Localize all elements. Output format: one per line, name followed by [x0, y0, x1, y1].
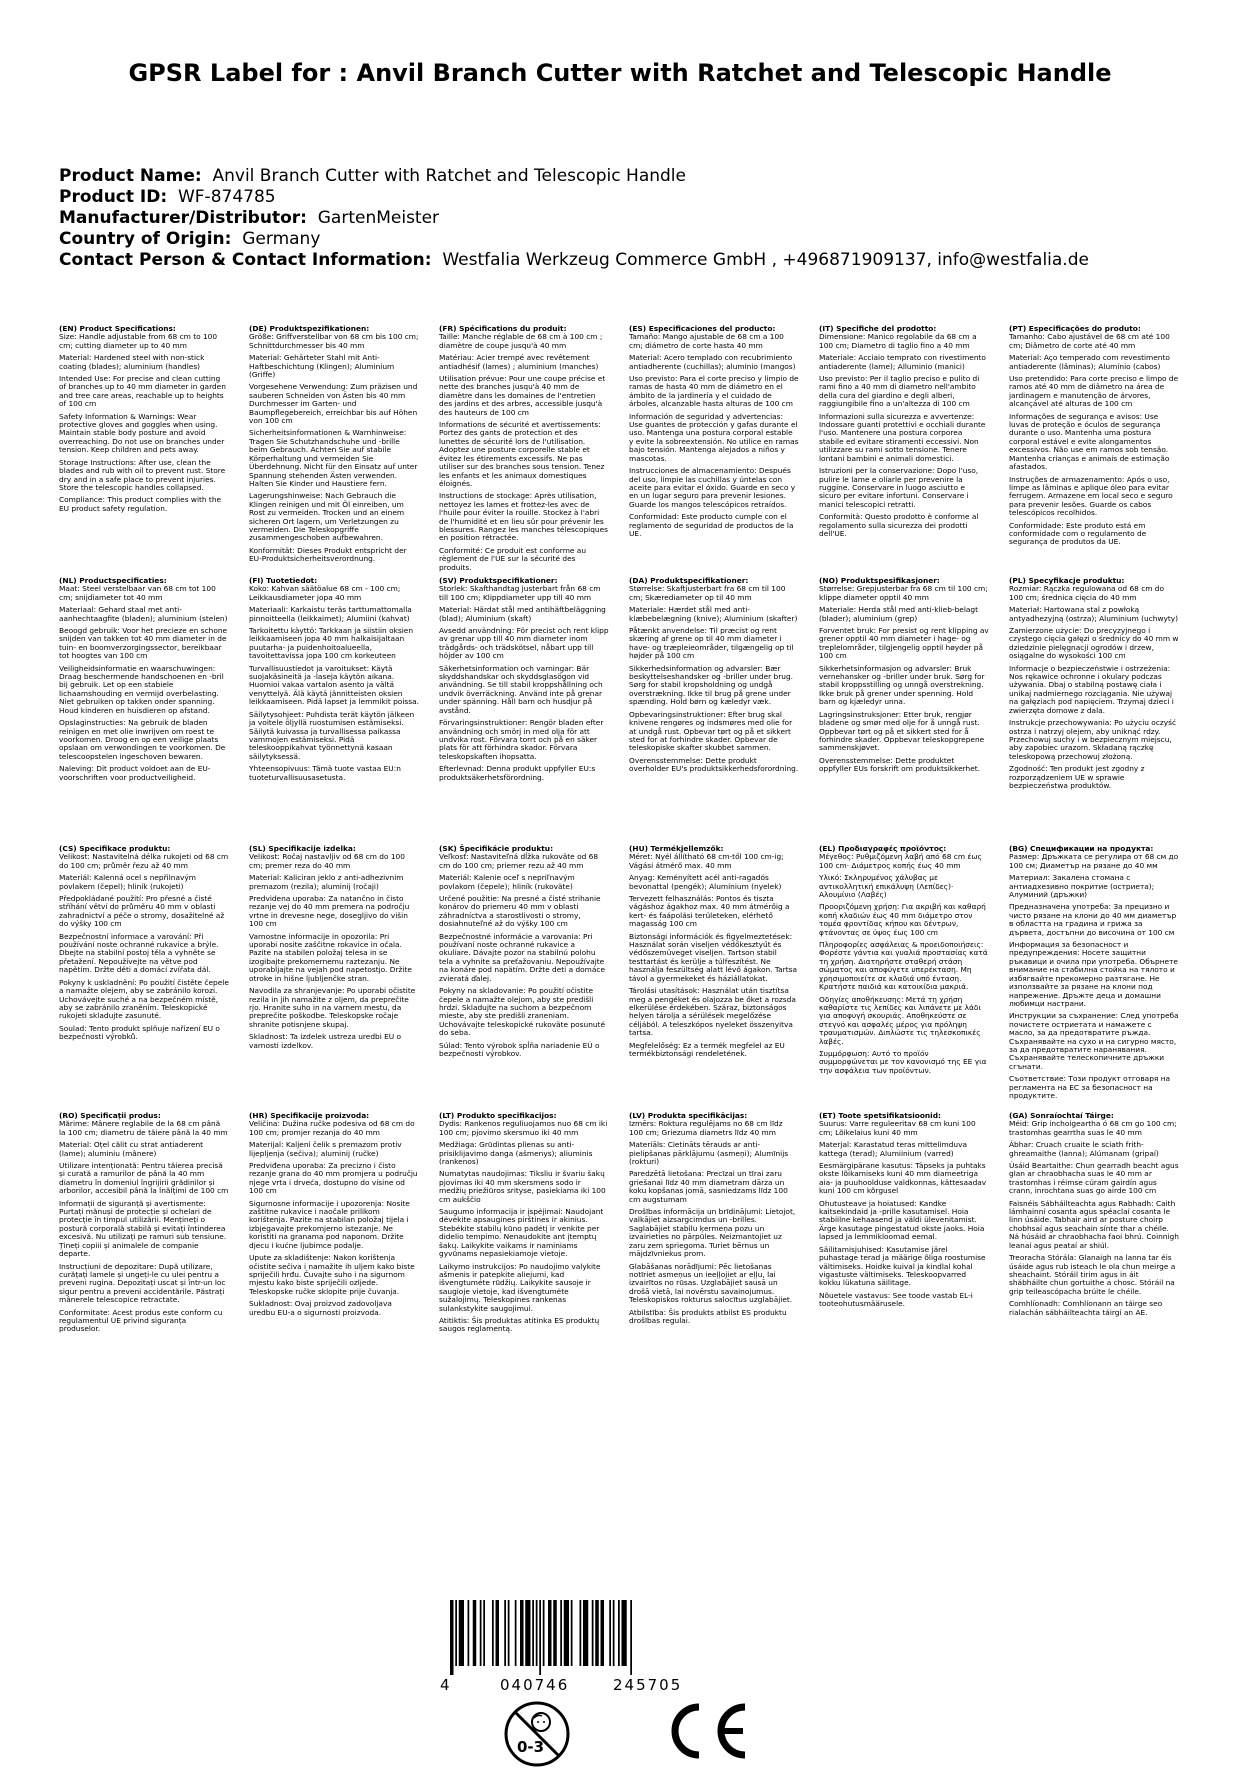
spec-paragraph: Beoogd gebruik: Voor het precieze en schone snijden van takken tot 40 mm diameter in de tuin- en boomverzorgingssector, bereikbaar tot hoogtes van 100 cm	[59, 626, 228, 661]
spec-paragraph: Suurus: Varre reguleeritav 68 cm kuni 100 cm; Lõikelaius kuni 40 mm	[819, 1119, 976, 1137]
language-block-hr	[249, 1112, 419, 1321]
spec-paragraph: Material: Oțel călit cu strat antiaderent (lame); aluminiu (mânere)	[59, 1140, 204, 1158]
barcode-bar	[508, 1600, 510, 1666]
language-block-et	[819, 1112, 989, 1313]
spec-paragraph: Paredzētā lietošana: Precīzai un tīrai zaru griešanai līdz 40 mm diametram dārza un koku kopšanas jomā, sasniedzams līdz 100 cm augstumam	[629, 1169, 788, 1204]
spec-paragraph: Информация за безопасност и предупреждения: Носете защитни ръкавици и очила при употреба. Обърнете внимание на стабилна стойка на тялото и избягвайте прекомерно разтягане. Не използвайте за рязане на клони под напрежение. Дръжте деца и домашни любимци настрани.	[1009, 940, 1178, 1008]
barcode-bar	[468, 1600, 470, 1666]
spec-paragraph: Informações de segurança e avisos: Use luvas de proteção e óculos de segurança durante o uso. Mantenha uma postura corporal estável e evite alongamentos excessivos. Não use em ramos sob tensão. Mantenha crianças e animais de estimação afastados.	[1009, 411, 1170, 472]
barcode-bar	[592, 1600, 594, 1666]
spec-paragraph: Materiál: Kalenná ocel s nepřilnavým povlakem (čepel); hliník (rukojeti)	[59, 873, 196, 891]
ce-mark-icon	[661, 1701, 749, 1761]
spec-paragraph: Påtænkt anvendelse: Til præcist og rent skæring af grene op til 40 mm diameter i have- og træpleieområder, tilgængelig op til højder på 100 cm	[629, 626, 794, 661]
spec-paragraph: Utilisation prévue: Pour une coupe précise et nette des branches jusqu'à 40 mm de diamètre dans les domaines de l'entretien des jardins et des arbres, accessible jusqu'à des hauteurs de 100 cm	[439, 374, 606, 417]
spec-paragraph: Zamierzone użycie: Do precyzyjnego i czystego cięcia gałęzi o średnicy do 40 mm w dziedzinie pielęgnacji ogrodów i drzew, osiągalne do wysokości 100 cm	[1009, 626, 1179, 661]
spec-paragraph: Conformità: Questo prodotto è conforme al regolamento sulla sicurezza dei prodotti dell'UE.	[819, 512, 979, 538]
barcode-bar	[571, 1600, 573, 1666]
language-header: (NL) Productspecificaties:	[59, 576, 167, 585]
spec-paragraph: Sikkerhedsinformation og advarsler: Bær beskyttelseshandsker og -briller under brug. Sørg for stabil kropsholdning og undgå overstrækning. Ikke til brug på grene under spænding. Hold børn og kæledyr væk.	[629, 663, 794, 707]
spec-paragraph: Bezpečnostné informácie a varovania: Pri používaní noste ochranné rukavice a okuliare. Dávajte pozor na stabilnú polohu tela a vyhnite sa preťažovaniu. Nepoužívajte na konáre pod napätím. Držte deti a domáce zvieratá ďalej.	[439, 931, 605, 983]
spec-paragraph: Материал: Закалена стомана с антиадхезивно покритие (остриета); Алуминий (дръжки)	[1009, 873, 1155, 900]
spec-paragraph: Turvallisuustiedot ja varoitukset: Käytä suojakäsineitä ja -laseja käytön aikana. Huomioi vakaa vartalon asento ja vältä venyttelyä. Älä käytä jännitteisten oksien leikkaamiseen. Pidä lapset ja lemmikit poissa.	[249, 663, 419, 707]
spec-paragraph: Maat: Steel verstelbaar van 68 cm tot 100 cm; snijdiameter tot 40 mm	[59, 584, 216, 602]
info-row	[59, 250, 1089, 271]
spec-paragraph: Materiale: Acciaio temprato con rivestimento antiaderente (lame); Alluminio (manici)	[819, 353, 986, 371]
barcode-bar	[459, 1600, 464, 1666]
spec-paragraph: Material: Kaliciran jeklo z anti-adhezivnim premazom (rezila); aluminij (ročaji)	[249, 873, 404, 891]
barcode-bar	[564, 1600, 569, 1666]
spec-paragraph: Förvaringsinstruktioner: Rengör bladen efter användning och smörj in med olja för att undvika rost. Förvara torrt och på en säker plats för att förhindra skador. Förvara teleskopskaften ihopsatta.	[439, 718, 604, 761]
spec-paragraph: Upute za skladištenje: Nakon korištenja očistite sečiva i namažite ih uljem kako biste spriječili hrđu. Čuvajte suho i na sigurnom mjestu kako biste spriječili ozljede. Teleskopske ručke sklopite prije čuvanja.	[249, 1253, 415, 1296]
info-key: Contact Person & Contact Information:	[59, 250, 432, 270]
language-header: (BG) Спецификации на продукта:	[1009, 844, 1154, 853]
language-block-lt	[439, 1112, 609, 1338]
spec-paragraph: Soulad: Tento produkt splňuje nařízení EU o bezpečnosti výrobků.	[59, 1023, 220, 1042]
spec-paragraph: Drošības informācija un brīdinājumi: Lietojot, valkājiet aizsargcimdus un -brilles. Saglabājiet stabilu ķermeņa pozu un izvairieties no pārpūles. Neizmantojiet uz zaru zem spriegoma. Turiet bērnus un mājdzīvniekus prom.	[629, 1207, 796, 1259]
spec-paragraph: Størrelse: Skaftjusterbart fra 68 cm til 100 cm; Skærediameter op til 40 mm	[629, 584, 786, 602]
language-block-pl	[1009, 577, 1179, 794]
spec-paragraph: Glabāšanas norādījumi: Pēc lietošanas notīriet asmeņus un ieeļļojiet ar eļļu, lai izvairītos no rūsas. Uzglabājiet sausā un drošā vietā, lai novērstu savainojumus. Teleskopiskos rokturus salocītus uzglabājiet.	[629, 1261, 793, 1305]
product-info	[59, 166, 1089, 271]
spec-paragraph: Efterlevnad: Denna produkt uppfyller EU:s produktsäkerhetsförordning.	[439, 764, 596, 782]
language-header: (SV) Produktspecifikationer:	[439, 576, 558, 585]
spec-paragraph: Taille: Manche réglable de 68 cm à 100 cm ; diamètre de coupe jusqu'à 40 mm	[439, 332, 603, 350]
barcode-right-group: 245705	[613, 1676, 683, 1694]
language-block-sk	[439, 845, 609, 1062]
language-block-cs	[59, 845, 229, 1046]
info-row	[59, 166, 1089, 187]
spec-paragraph: Tárolási utasítások: Használat után tisztítsa meg a pengéket és olajozza be őket a rozsda elkerülése érdekében. Száraz, biztonságos helyen tárolja a sérülések megelőzése céljából. A teleszkópos nyeleket összenyitva tartsa.	[629, 986, 796, 1038]
spec-paragraph: Utilizare intenționată: Pentru tăierea precisă și curată a ramurilor de până la 40 mm diametru în domeniul îngrijirii grădinilor și arborilor, accesibil până la înălțimi de 100 cm	[59, 1161, 229, 1196]
language-header: (HR) Specifikacije proizvoda:	[249, 1111, 370, 1120]
spec-paragraph: Atbilstība: Šis produkts atbilst ES produktu drošības regulai.	[629, 1307, 787, 1325]
spec-paragraph: Koko: Kahvan säätöalue 68 cm - 100 cm; Leikkausdiameter jopa 40 mm	[249, 584, 401, 602]
language-block-ga	[1009, 1112, 1179, 1321]
spec-paragraph: Intended Use: For precise and clean cutting of branches up to 40 mm diameter in garden and tree care areas, reachable up to heights of 100 cm	[59, 374, 226, 409]
spec-paragraph: Úsáid Beartaithe: Chun gearradh beacht agus glan ar chraobhacha suas le 40 mm ar trastomhas i réimse cúram gairdín agus crann, inrochtana suas go airde 100 cm	[1009, 1161, 1179, 1196]
spec-paragraph: Sukladnost: Ovaj proizvod zadovoljava uredbu EU-a o sigurnosti proizvoda.	[249, 1299, 392, 1317]
spec-paragraph: Opslaginstructies: Na gebruik de bladen reinigen en met olie inwrijven om roest te voorkomen. Droog en op een veilige plaats opslaan om verwondingen te voorkomen. De telescoopstelen ingeschoven bewaren.	[59, 718, 226, 761]
language-block-el	[819, 845, 989, 1079]
language-block-sl	[249, 845, 419, 1054]
spec-paragraph: Méret: Nyél állítható 68 cm-től 100 cm-ig; Vágási átmérő max. 40 mm	[629, 852, 784, 870]
spec-paragraph: Varnostne informacije in opozorila: Pri uporabi nosite zaščitne rokavice in očala. Pazite na stabilen položaj telesa in se izogibajte prekomernemu raztezanju. Ne uporabljajte na vejah pod napetostjo. Držite otroke in hišne ljubljenčke stran.	[249, 931, 412, 983]
spec-paragraph: Materiāls: Cietināts tērauds ar anti-pielipšanas pārklājumu (asmeņi); Alumīnijs (rokturi)	[629, 1140, 789, 1167]
language-block-pt	[1009, 325, 1179, 551]
barcode-bar	[595, 1600, 599, 1666]
barcode-bar	[496, 1600, 500, 1666]
spec-paragraph: Instrukcje przechowywania: Po użyciu oczyść ostrza i natrzyj olejem, aby uniknąć rdzy. Przechowuj suchy i w bezpiecznym miejscu, aby zapobiec urazom. Składaną rączkę teleskopową przechowuj złożoną.	[1009, 718, 1177, 761]
spec-paragraph: Material: Aço temperado com revestimento antiaderente (lâminas); Alumínio (cabos)	[1009, 353, 1170, 371]
barcode-bar	[473, 1600, 477, 1666]
spec-paragraph: Skladnost: Ta izdelek ustreza uredbi EU o varnosti izdelkov.	[249, 1032, 402, 1050]
spec-paragraph: Nõuetele vastavus: See toode vastab EL-i tooteohutusmäärusele.	[819, 1290, 973, 1309]
spec-paragraph: Dydis: Rankenos reguliuojamos nuo 68 cm iki 100 cm; pjovimo skersmuo iki 40 mm	[439, 1119, 608, 1137]
spec-paragraph: Izmērs: Roktura regulējams no 68 cm līdz 100 cm; Griezuma diametrs līdz 40 mm	[629, 1119, 783, 1137]
spec-paragraph: Velikost: Ročaj nastavljiv od 68 cm do 100 cm; premer reza do 40 mm	[249, 852, 405, 870]
spec-paragraph: Yhteensopivuus: Tämä tuote vastaa EU:n tuoteturvallisuusasetusta.	[249, 764, 401, 782]
barcode-bar	[609, 1600, 611, 1666]
language-header: (SL) Specifikacije izdelka:	[249, 844, 356, 853]
language-header: (FI) Tuotetiedot:	[249, 576, 318, 585]
spec-paragraph: Προοριζόμενη χρήση: Για ακριβή και καθαρή κοπή κλαδιών έως 40 mm διάμετρο στον τομέα φροντίδας κήπου και δέντρων, φτάνοντας σε ύψος έως 100 cm	[819, 902, 986, 937]
barcode-bar	[618, 1600, 620, 1666]
svg-text:0-3: 0-3	[517, 1738, 545, 1756]
spec-paragraph: Megfelelőség: Ez a termék megfelel az EU termékbiztonsági rendeletének.	[629, 1040, 785, 1058]
spec-paragraph: Съответствие: Този продукт отговаря на регламента на ЕС за безопасност на продуктите.	[1009, 1074, 1171, 1100]
spec-paragraph: Instruções de armazenamento: Após o uso, limpe as lâminas e aplique óleo para evitar ferrugem. Armazene em local seco e seguro para prevenir lesões. Guarde os cabos telescópicos recolhidos.	[1009, 474, 1173, 518]
barcode-bar	[520, 1600, 524, 1666]
language-header: (RO) Specificații produs:	[59, 1111, 161, 1120]
spec-paragraph: Určené použitie: Na presné a čisté strihanie konárov do priemeru 40 mm v oblasti záhradníctva a starostlivosti o stromy, dosiahnuteľné až do výšky 100 cm	[439, 894, 601, 929]
spec-paragraph: Инструкции за съхранение: След употреба почистете остриетата и намажете с масло, за да предотвратите ръжда. Съхранявайте на сухо и на сигурно място, за да предотвратите наранявания. Съхранявайте телескопичните дръжки сгънати.	[1009, 1011, 1179, 1071]
spec-paragraph: Avsedd användning: För precist och rent klipp av grenar upp till 40 mm diameter inom trädgårds- och trädskötsel, nåbart upp till höjder av 100 cm	[439, 626, 609, 661]
language-block-hu	[629, 845, 799, 1062]
age-0-3-warning-icon	[503, 1700, 571, 1768]
barcode-lead-digit: 4	[440, 1676, 450, 1694]
spec-paragraph: Material: Hardened steel with non-stick coating (blades); aluminium (handles)	[59, 353, 205, 371]
barcode-bar	[601, 1600, 605, 1666]
spec-paragraph: Atitiktis: Šis produktas atitinka ES produktų saugos reglamentą.	[439, 1315, 600, 1334]
language-header: (GA) Sonraíochtaí Táirge:	[1009, 1111, 1114, 1120]
spec-paragraph: Veličina: Dužina ručke podesiva od 68 cm do 100 cm; promjer rezanja do 40 mm	[249, 1119, 415, 1137]
spec-paragraph: Matériau: Acier trempé avec revêtement antiadhésif (lames) ; aluminium (manches)	[439, 353, 599, 371]
spec-paragraph: Μέγεθος: Ρυθμιζόμενη λαβή από 68 cm έως 100 cm· Διάμετρος κοπής έως 40 mm	[819, 852, 982, 870]
spec-paragraph: Veľkosť: Nastaviteľná dĺžka rukoväte od 68 cm do 100 cm; priemer rezu až 40 mm	[439, 852, 599, 870]
spec-paragraph: Informacje o bezpieczeństwie i ostrzeżenia: Nos rękawice ochronne i okulary podczas używania. Dbaj o stabilną postawę ciała i unikaj nadmiernego rozciągania. Nie używaj na gałęziach pod napięciem. Trzymaj dzieci i zwierzęta domowe z dala.	[1009, 663, 1174, 715]
language-header: (CS) Specifikace produktu:	[59, 844, 171, 853]
spec-paragraph: Lagerungshinweise: Nach Gebrauch die Klingen reinigen und mit Öl einreiben, um Rost zu vermeiden. Trocken und an einem sicheren Ort lagern, um Verletzungen zu vermeiden. Die Teleskopgriffe zusammengeschoben aufbewahren.	[249, 491, 405, 543]
spec-paragraph: Medžiaga: Grūdintas plienas su anti-prisiklijavimo danga (ašmenys); aliuminis (rankenos)	[439, 1140, 593, 1167]
language-header: (PT) Especificações do produto:	[1009, 324, 1141, 333]
spec-paragraph: Storage Instructions: After use, clean the blades and rub with oil to prevent rust. Store dry and in a safe place to prevent injuries. Store the telescopic handles collapsed.	[59, 457, 226, 492]
spec-paragraph: Informations de sécurité et avertissements: Portez des gants de protection et des lunettes de sécurité lors de l'utilisation. Adoptez une posture corporelle stable et évitez les étirements excessifs. Ne pas utiliser sur des branches sous tension. Tenez les enfants et les animaux domestiques éloignés.	[439, 420, 605, 488]
language-block-nl	[59, 577, 229, 786]
spec-paragraph: Größe: Griffverstellbar von 68 cm bis 100 cm; Schnittdurchmesser bis 40 mm	[249, 332, 419, 350]
barcode-bar	[515, 1600, 517, 1666]
info-key: Product ID:	[59, 187, 168, 207]
barcode-bar	[539, 1600, 541, 1675]
language-block-fi	[249, 577, 419, 786]
language-block-en	[59, 325, 229, 517]
language-block-da	[629, 577, 799, 778]
spec-paragraph: Treoracha Stórála: Glanaigh na lanna tar éis úsáide agus rub isteach le ola chun meirge a sheachaint. Stóráil tirim agus in áit shábháilte chun gortuithe a chosc. Stóráil na grip teileascópacha brúite le chéile.	[1009, 1253, 1176, 1296]
language-block-lv	[629, 1112, 799, 1329]
info-value: Anvil Branch Cutter with Ratchet and Telescopic Handle	[212, 166, 686, 186]
barcode-bar	[536, 1600, 538, 1666]
barcode-bar	[532, 1600, 534, 1666]
spec-paragraph: Instrucciones de almacenamiento: Después del uso, limpie las cuchillas y úntelas con aceite para evitar el óxido. Guarde en seco y en un lugar seguro para prevenir lesiones. Guarde los mangos telescópicos retraídos.	[629, 466, 796, 509]
spec-paragraph: Navodila za shranjevanje: Po uporabi očistite rezila in jih namažite z oljem, da preprečite rjo. Hranite suho in na varnem mestu, da preprečite poškodbe. Teleskopske ročaje shranite potisnjene skupaj.	[249, 986, 416, 1029]
info-key: Country of Origin:	[59, 229, 232, 249]
spec-paragraph: Vorgesehene Verwendung: Zum präzisen und sauberen Schneiden von Ästen bis 40 mm Durchmesser im Garten- und Baumpflegebereich, erreichbar bis auf Höhen von 100 cm	[249, 382, 418, 426]
spec-paragraph: Storlek: Skafthandtag justerbart från 68 cm till 100 cm; Klippdiameter upp till 40 mm	[439, 584, 601, 602]
spec-paragraph: Dimensione: Manico regolabile da 68 cm a 100 cm; Diametro di taglio fino a 40 mm	[819, 332, 977, 350]
spec-paragraph: Säilitamisjuhised: Kasutamise järel puhastage terad ja määrige õliga roostumise vältimiseks. Hoidke kuival ja kindlal kohal vigastuste vältimiseks. Teleskoopvarred kokku lükatuna säilitage.	[819, 1244, 986, 1288]
spec-paragraph: Súlad: Tento výrobok spĺňa nariadenie EÚ o bezpečnosti výrobkov.	[439, 1040, 600, 1058]
spec-paragraph: Conformidade: Este produto está em conformidade com o regulamento de segurança de produtos da UE.	[1009, 520, 1147, 547]
language-block-it	[819, 325, 989, 542]
spec-paragraph: Naleving: Dit product voldoet aan de EU-voorschriften voor productveiligheid.	[59, 764, 211, 782]
spec-paragraph: Conformitate: Acest produs este conform cu regulamentul UE privind siguranța produselor.	[59, 1307, 223, 1334]
spec-paragraph: Size: Handle adjustable from 68 cm to 100 cm; cutting diameter up to 40 mm	[59, 332, 218, 350]
language-header: (PL) Specyfikacje produktu:	[1009, 576, 1125, 585]
language-header: (SK) Špecifikácie produktu:	[439, 844, 554, 853]
language-header: (HU) Termékjellemzők:	[629, 844, 724, 853]
language-header: (DE) Produktspezifikationen:	[249, 324, 370, 333]
spec-paragraph: Οδηγίες αποθήκευσης: Μετά τη χρήση καθαρίστε τις λεπίδες και λιπάνετε με λάδι για αποφυγή σκουριάς. Αποθηκεύστε σε στεγνό και ασφαλές μέρος για πρόληψη τραυματισμών. Διπλώστε τις τηλεσκοπικές λαβές.	[819, 994, 981, 1046]
spec-paragraph: Lagringsinstruksjoner: Etter bruk, rengjør bladene og smør med olje for å unngå rust. Oppbevar tørt og på et sikkert sted for å forhindre skader. Oppbevar teleskopgrepene sammenskjøvet.	[819, 709, 985, 753]
language-block-es	[629, 325, 799, 542]
barcode-bar	[455, 1600, 457, 1666]
info-row	[59, 208, 1089, 229]
spec-paragraph: Tamanho: Cabo ajustável de 68 cm até 100 cm; Diâmetro de corte até 40 mm	[1009, 332, 1170, 350]
barcode-bar	[450, 1600, 454, 1675]
spec-paragraph: Istruzioni per la conservazione: Dopo l'uso, pulire le lame e oliarle per prevenire la ruggine. Conservare in luogo asciutto e sicuro per evitare infortuni. Conservare i manici telescopici retratti.	[819, 466, 979, 509]
spec-paragraph: Opbevaringsinstruktioner: Efter brug skal knivene rengøres og indsmøres med olie for at undgå rust. Opbevar tørt og på et sikkert sted for at forhindre skader. Opbevar de teleskopiske skafter skubbet sammen.	[629, 709, 793, 753]
spec-paragraph: Predvidena uporaba: Za natančno in čisto rezanje vej do 40 mm premera na področju vrtne in drevesne nege, dosegljivo do višin 100 cm	[249, 894, 410, 929]
spec-paragraph: Sigurnosne informacije i upozorenja: Nosite zaštitne rukavice i naočale prilikom korištenja. Pazite na stabilan položaj tijela i izbjegavajte prekomjerno istezanje. Ne koristiti na granama pod naponom. Držite djecu i kućne ljubimce podalje.	[249, 1198, 410, 1250]
spec-paragraph: Materiał: Hartowana stal z powłoką antyadhezyjną (ostrza); Aluminium (uchwyty)	[1009, 605, 1179, 623]
spec-paragraph: Tamaño: Mango ajustable de 68 cm a 100 cm; diámetro de corte hasta 40 mm	[629, 332, 784, 350]
language-block-de	[249, 325, 419, 568]
spec-paragraph: Eesmärgipärane kasutus: Täpseks ja puhtaks okste lõikamiseks kuni 40 mm diameetriga aia- ja puuhoolduse valdkonnas, kättesaadav kuni 100 cm kõrgusel	[819, 1161, 987, 1196]
info-row	[59, 187, 1089, 208]
spec-paragraph: Uso previsto: Para el corte preciso y limpio de ramas de hasta 40 mm de diámetro en el ámbito de la jardinería y el cuidado de árboles, alcanzable hasta alturas de 100 cm	[629, 374, 799, 409]
spec-paragraph: Ábhar: Cruach cruaite le sciath frith-ghreamaithe (lanna); Alúmanam (gripaí)	[1009, 1140, 1159, 1158]
barcode-bar	[504, 1600, 506, 1666]
spec-paragraph: Konformität: Dieses Produkt entspricht der EU-Produktsicherheitsverordnung.	[249, 545, 407, 564]
barcode-bar	[630, 1600, 632, 1675]
language-header: (LV) Produkta specifikācijas:	[629, 1111, 748, 1120]
spec-paragraph: Ohutusteave ja hoiatused: Kandke kaitsekindaid ja -prille kasutamisel. Hoia stabiilne kehaasend ja väldi ülevenitamist. Ärge kasutage pingestatud okste jaoks. Hoia lapsed ja lemmikloomad eemal.	[819, 1198, 985, 1242]
spec-paragraph: Säkerhetsinformation och varningar: Bär skyddshandskar och skyddsglasögon vid användning. Se till stabil kroppshållning och undvik överräckning. Använd inte på grenar under spänning. Håll barn och husdjur på avstånd.	[439, 663, 603, 715]
info-key: Product Name:	[59, 166, 202, 186]
page-title: GPSR Label for : Anvil Branch Cutter with Ratchet and Telescopic Handle	[128, 59, 1112, 87]
spec-paragraph: Предназначена употреба: За прецизно и чисто рязане на клони до 40 мм диаметър в областта на градина и грижа за дървета, достъпни до височина от 100 см	[1009, 902, 1177, 937]
spec-paragraph: Informazioni sulla sicurezza e avvertenze: Indossare guanti protettivi e occhiali durante l'uso. Mantenere una postura corporea stabile ed evitare stiramenti eccessivi. Non utilizzare su rami sotto tensione. Tenere lontani bambini e animali domestici.	[819, 411, 986, 463]
language-header: (ES) Especificaciones del producto:	[629, 324, 776, 333]
spec-paragraph: Säilytysohjeet: Puhdista terät käytön jälkeen ja voitele öljyllä ruostumisen estämiseksi. Säilytä kuivassa ja turvallisessa paikassa vammojen estämiseksi. Pidä teleskooppikahvat työnnettynä kasaan säilytyksessä.	[249, 709, 415, 761]
language-header: (ET) Toote spetsifikatsioonid:	[819, 1111, 941, 1120]
spec-paragraph: Conformidad: Este producto cumple con el reglamento de seguridad de productos de la UE.	[629, 512, 794, 538]
spec-paragraph: Pokyny na skladovanie: Po použití očistite čepele a namažte olejom, aby ste predišli hrdzi. Skladujte na suchom a bezpečnom mieste, aby ste predišli zraneniam. Uchovávajte teleskopické rukoväte posunuté do seba.	[439, 986, 606, 1038]
barcode-bar	[525, 1600, 530, 1666]
language-block-ro	[59, 1112, 229, 1338]
spec-paragraph: Sicherheitsinformationen & Warnhinweise: Tragen Sie Schutzhandschuhe und -brille beim Gebrauch. Achten Sie auf stabile Körperhaltung und vermeiden Sie Überdehnung. Nicht für den Einsatz auf unter Spannung stehenden Ästen verwenden. Halten Sie Kinder und Haustiere fern.	[249, 428, 418, 488]
spec-paragraph: Zgodność: Ten produkt jest zgodny z rozporządzeniem UE w sprawie bezpieczeństwa produktów.	[1009, 764, 1145, 790]
info-value: WF-874785	[177, 187, 276, 207]
spec-paragraph: Veiligheidsinformatie en waarschuwingen: Draag beschermende handschoenen en -bril bij gebruik. Let op een stabiele lichaamshouding en vermijd overbelasting. Niet gebruiken op takken onder spanning. Houd kinderen en huisdieren op afstand.	[59, 663, 224, 715]
barcode-bar	[483, 1600, 485, 1666]
language-header: (DA) Produktspecifikationer:	[629, 576, 749, 585]
spec-paragraph: Méid: Grip inchoigeartha ó 68 cm go 100 cm; trastomhas gearrtha suas le 40 mm	[1009, 1119, 1177, 1137]
spec-paragraph: Velikost: Nastavitelná délka rukojeti od 68 cm do 100 cm; průměr řezu až 40 mm	[59, 852, 229, 870]
spec-paragraph: Saugumo informacija ir įspėjimai: Naudojant dėvėkite apsaugines pirštines ir akinius. Stebėkite stabilų kūno padėtį ir venkite per didelio tempimo. Nenaudokite ant įtemptų šakų. Laikykite vaikams ir naminiams gyvūnams nepasiekiamoje vietoje.	[439, 1207, 604, 1259]
info-row	[59, 229, 1089, 250]
barcode-bar	[543, 1600, 545, 1666]
spec-paragraph: Pokyny k uskladnění: Po použití čistěte čepele a namažte olejem, aby se zabránilo korozi. Uchovávejte suché a na bezpečném místě, aby se zabránilo zraněním. Teleskopické rukojeti skladujte zasunuté.	[59, 977, 229, 1021]
spec-paragraph: Numatytas naudojimas: Tiksliu ir švariu šakų pjovimas iki 40 mm skersmens sodo ir medžių priežiūros srityse, pasiekiama iki 100 cm aukščio	[439, 1169, 606, 1204]
spec-paragraph: Materiaali: Karkaistu teräs tarttumattomalla pinnoitteella (leikkaimet); Alumiini (kahvat)	[249, 605, 412, 623]
info-value: Westfalia Werkzeug Commerce GmbH , +496871909137, info@westfalia.de	[442, 250, 1089, 270]
barcode-bar	[580, 1600, 582, 1666]
barcode-bar	[492, 1600, 494, 1666]
language-header: (FR) Spécifications du produit:	[439, 324, 567, 333]
spec-paragraph: Compliance: This product complies with the EU product safety regulation.	[59, 495, 222, 513]
spec-paragraph: Συμμόρφωση: Αυτό το προϊόν συμμορφώνεται με τον κανονισμό της ΕΕ για την ασφάλεια των προϊόντων.	[819, 1048, 987, 1075]
language-header: (EL) Προδιαγραφές προϊόντος:	[819, 844, 947, 853]
spec-paragraph: Materiál: Kalenie oceľ s nepriľnavým povlakom (čepele); hliník (rukoväte)	[439, 873, 575, 891]
spec-paragraph: Materiale: Hærdet stål med anti-klæbebelægning (knive); Aluminium (skafter)	[629, 605, 798, 623]
spec-paragraph: Laikymo instrukcijos: Po naudojimo valykite ašmenis ir patepkite aliejumi, kad išvengtumėte rūdžių. Laikykite sausoje ir saugioje vietoje, kad išvengtumėte sužalojimų. Teleskopines rankenas sulankstykite saugojimui.	[439, 1261, 601, 1313]
language-header: (IT) Specifiche del prodotto:	[819, 324, 937, 333]
spec-paragraph: Material: Härdat stål med antihäftbeläggning (blad); Aluminium (skaft)	[439, 605, 606, 623]
spec-paragraph: Tarkoitettu käyttö: Tarkkaan ja siistiin oksien leikkaamiseen jopa 40 mm halkaisijaltaan puutarha- ja puidenhoitoalueella, tavoitettavissa jopa 100 cm korkeuteen	[249, 626, 414, 661]
spec-paragraph: Uso pretendido: Para corte preciso e limpo de ramos até 40 mm de diâmetro na área de jardinagem e manutenção de árvores, alcançável até alturas de 100 cm	[1009, 374, 1179, 409]
language-block-bg	[1009, 845, 1179, 1104]
spec-paragraph: Informații de siguranță și avertismente: Purtați mănuși de protecție și ochelari de protecție în timpul utilizării. Mențineți o postură corporală stabilă și evitați întinderea excesivă. Nu utilizați pe ramuri sub tensiune. Țineți copiii și animalele de companie departe.	[59, 1198, 227, 1259]
spec-paragraph: Υλικό: Σκληρυμένος χάλυβας με αντικολλητική επικάλυψη (Λεπίδες)· Αλουμίνιο (Λαβές)	[819, 873, 954, 900]
language-block-no	[819, 577, 989, 778]
spec-paragraph: Faisnéis Sábháilteachta agus Rabhadh: Caith lámhainní cosanta agus spéaclaí cosanta le linn úsáide. Tabhair aird ar posture choirp chobhsaí agus seachain sínte thar a chéile. Ná húsáid ar chraobhacha faoi bhrú. Coinnigh leanaí agus peataí ar shiúl.	[1009, 1198, 1179, 1250]
spec-paragraph: Forventet bruk: For presist og rent klipping av grener opptil 40 mm diameter i hage- og treplelområder, tilgjengelig opptil høyder på 100 cm	[819, 626, 989, 661]
spec-paragraph: Safety Information & Warnings: Wear protective gloves and goggles when using. Maintain stable body posture and avoid overreaching. Do not use on branches under tension. Keep children and pets away.	[59, 411, 225, 455]
barcode-bar	[560, 1600, 562, 1666]
spec-paragraph: Размер: Дръжката се регулира от 68 см до 100 см; Диаметър на рязане до 40 мм	[1009, 852, 1179, 870]
spec-paragraph: Anyag: Keményített acél anti-ragadós bevonattal (pengék); Alumínium (nyelek)	[629, 873, 782, 891]
spec-paragraph: Overensstemmelse: Dette produktet oppfyller EUs forskrift om produktsikkerhet.	[819, 755, 981, 774]
spec-paragraph: Předpokládané použití: Pro přesné a čisté stříhání větví do průměru 40 mm v oblasti zahradnictví a péče o stromy, dosažitelné až do výšky 100 cm	[59, 894, 225, 929]
barcode-bar	[553, 1600, 557, 1666]
spec-paragraph: Conformité: Ce produit est conforme au règlement de l'UE sur la sécurité des produits.	[439, 545, 587, 572]
spec-paragraph: Material: Acero templado con recubrimiento antiadherente (cuchillas); aluminio (mangos)	[629, 353, 796, 371]
spec-paragraph: Rozmiar: Rączka regulowana od 68 cm do 100 cm; średnica cięcia do 40 mm	[1009, 584, 1165, 602]
spec-paragraph: Bezpečnostní informace a varování: Při používání noste ochranné rukavice a brýle. Dbejte na stabilní postoj těla a vyhněte se přetažení. Nepoužívejte na větve pod napětím. Držte děti a domácí zvířata dál.	[59, 931, 219, 975]
language-header: (EN) Product Specifications:	[59, 324, 176, 333]
language-header: (LT) Produkto specifikacijos:	[439, 1111, 557, 1120]
barcode-bar	[613, 1600, 615, 1666]
spec-paragraph: Materjal: Karastatud teras mittelimduva kattega (terad); Alumiinium (varred)	[819, 1140, 967, 1158]
info-value: GartenMeister	[317, 208, 440, 228]
spec-paragraph: Overensstemmelse: Dette produkt overholder EU's produktsikkerhedsforordning.	[629, 755, 799, 774]
spec-paragraph: Πληροφορίες ασφάλειας & προειδοποιήσεις: Φορέστε γάντια και γυαλιά προστασίας κατά τη χρήση. Διατηρήστε σταθερή στάση σώματος και αποφύγετε υπερέκταση. Μη χρησιμοποιείτε σε κλαδιά υπό ένταση. Κρατήστε παιδιά και κατοικίδια μακριά.	[819, 940, 988, 992]
spec-paragraph: Material: Gehärteter Stahl mit Anti-Haftbeschichtung (Klingen); Aluminium (Griffe)	[249, 353, 395, 380]
spec-paragraph: Información de seguridad y advertencias: Use guantes de protección y gafas durante el uso. Mantenga una postura corporal estable y evite la sobreextensión. No utilice en ramas bajo tensión. Mantenga alejados a niños y mascotas.	[629, 411, 799, 463]
spec-paragraph: Mărime: Mânere reglabile de la 68 cm până la 100 cm; diametru de tăiere până la 40 mm	[59, 1119, 228, 1137]
barcode-bar	[548, 1600, 552, 1666]
barcode-left-group: 040746	[500, 1676, 570, 1694]
spec-paragraph: Materijal: Kaljeni čelik s premazom protiv lijepljenja (sečiva); aluminij (ručke)	[249, 1140, 402, 1158]
language-block-fr	[439, 325, 609, 576]
spec-paragraph: Uso previsto: Per il taglio preciso e pulito di rami fino a 40 mm di diametro nell'ambito della cura del giardino e degli alberi, raggiungibile fino a un'altezza di 100 cm	[819, 374, 980, 409]
barcode-bar	[480, 1600, 482, 1666]
barcode-bar	[583, 1600, 588, 1666]
spec-paragraph: Materiale: Herdа stål med anti-klieb-belagt (blader); aluminium (grep)	[819, 605, 978, 623]
spec-paragraph: Materiaal: Gehard staal met anti-aanhechtaagfite (bladen); aluminium (stelen)	[59, 605, 228, 623]
spec-paragraph: Predviđena uporaba: Za precizno i čisto rezanje grana do 40 mm promjera u području njege vrta i drveća, dostupno do visine od 100 cm	[249, 1161, 418, 1196]
language-block-sv	[439, 577, 609, 786]
spec-paragraph: Instructions de stockage: Après utilisation, nettoyez les lames et frottez-les avec de l'huile pour éviter la rouille. Stockez à l'abri de l'humidité et en lieu sûr pour prévenir les blessures. Rangez les manches télescopiques en position rétractée.	[439, 491, 609, 543]
barcode-bar	[622, 1600, 627, 1666]
spec-paragraph: Instrucțiuni de depozitare: După utilizare, curățați lamele și ungeți-le cu ulei pentru a preveni rugina. Depozitați uscat și într-un loc sigur pentru a preveni accidentările. Păstrați mânerele telescopice retractate.	[59, 1261, 226, 1305]
spec-paragraph: Sikkerhetsinformasjon og advarsler: Bruk vernehansker og -briller under bruk. Sørg for stabil kroppsstilling og unngå overstrekning. Ikke bruk på grener under spenning. Hold barn og kjæledyr unna.	[819, 663, 985, 707]
spec-paragraph: Størrelse: Grepjusterbar fra 68 cm til 100 cm; klippe diameter opptil 40 mm	[819, 584, 988, 602]
language-header: (NO) Produktspesifikasjoner:	[819, 576, 940, 585]
spec-paragraph: Comhlíonadh: Comhlíonann an táirge seo rialachán sábháilteachta táirgí an AE.	[1009, 1299, 1163, 1317]
spec-paragraph: Tervezett felhasználás: Pontos és tiszta vágáshoz ágakhoz max. 40 mm átmérőig a kert- és faápolási területeken, elérhető magasság 100 cm	[629, 894, 790, 929]
info-key: Manufacturer/Distributor:	[59, 208, 307, 228]
spec-paragraph: Biztonsági információk és figyelmeztetések: Használat során viseljen védőkesztyűt és védőszemüveget viseljen. Tartson stabil testtartást és kerülje a túlfeszítést. Ne használja feszültség alatt lévő ágakon. Tartsa távol a gyermekeket és háziállatokat.	[629, 931, 797, 983]
barcode	[430, 1600, 710, 1675]
info-value: Germany	[242, 229, 321, 249]
